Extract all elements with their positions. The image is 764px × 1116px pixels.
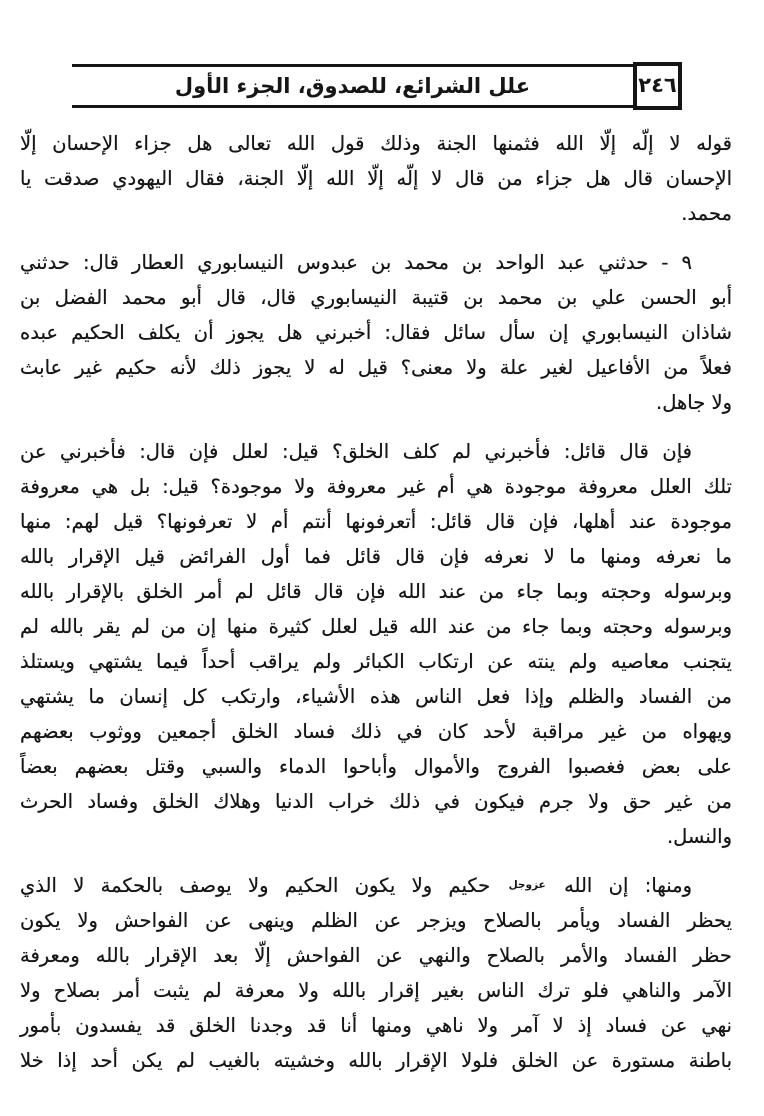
text-line: حظر الفساد والأمر بالصلاح والنهي عن الفواحش إلّا بعد الإقرار بالله ومعرفة — [20, 944, 732, 967]
text-line: أبو الحسن علي بن محمد بن قتيبة النيسابوري قال، قال أبو محمد الفضل بن — [20, 286, 732, 309]
text-line: من الفساد والظلم وإذا فعل الناس هذه الأشياء، وارتكب كل إنسان ما يشتهي — [20, 685, 732, 708]
text-line: فإن قال قائل: فأخبرني لم كلف الخلق؟ قيل: لعلل فإن قال: فأخبرني عن — [20, 440, 692, 463]
text-line: فعلاً من الأفاعيل لغير علة ولا معنى؟ قيل له لا يجوز ذلك لأنه حكيم غير عابث — [20, 356, 732, 379]
text-line: والنسل. — [666, 825, 732, 848]
text-line: ٩ - حدثني عبد الواحد بن محمد بن عبدوس النيسابوري العطار قال: حدثني — [20, 251, 692, 274]
book-title: علل الشرائع، للصدوق، الجزء الأول — [174, 74, 531, 98]
paragraph — [20, 868, 732, 1078]
azza-wa-jall-symbol: عزوجل — [508, 879, 546, 891]
text-line: من غير حق ولا جرم فيكون في ذلك خراب الدنيا وهلاك الخلق وفساد الحرث — [20, 790, 732, 813]
text-line: ما نعرفه ومنها ما لا نعرفه فإن قال قائل فما أول الفرائض قيل الإقرار بالله — [20, 545, 732, 568]
text-line: ولا جاهل. — [656, 391, 732, 414]
page-body — [0, 126, 764, 1078]
text-line: يحظر الفساد ويأمر بالصلاح ويزجر عن الظلم وينهى عن الفواحش ولا يكون — [20, 909, 732, 932]
paragraph — [20, 245, 732, 420]
paragraph — [20, 126, 732, 231]
text-line: وبرسوله وحجته وبما جاء من عند الله فإن قال قائل لم أمر الخلق بالإقرار بالله — [20, 580, 732, 603]
text-line: وبرسوله وحجته وبما جاء من عند الله قيل لعلل كثيرة منها إن من لم يقر بالله لم — [20, 615, 732, 638]
text-line: نهي عن فساد إذ لا آمر ولا ناهي ومنها أنا قد وجدنا الخلق قد يفسدون بأمور — [20, 1014, 732, 1037]
text-line: الإحسان قال هل جزاء من قال لا إلّه إلّا الله إلّا الجنة، فقال اليهودي صدقت يا — [20, 167, 732, 190]
page-number-box — [633, 62, 682, 110]
text-line: تلك العلل معروفة موجودة هي أم غير معروفة ولا موجودة؟ قيل: بل هي معروفة — [20, 475, 732, 498]
header-rule-band — [72, 64, 633, 108]
text-line: ويهواه من غير مراقبة لأحد كان في ذلك فساد الخلق أجمعين ووثوب بعضهم — [20, 720, 732, 743]
page-header — [72, 62, 682, 110]
paragraph — [20, 434, 732, 854]
text-line: محمد. — [681, 202, 732, 225]
text-line: على بعض فغصبوا الفروج والأموال وأباحوا الدماء والسبي وقتل بعضهم بعضاً — [20, 755, 732, 778]
text-line: ومنها: إن الله عزوجل حكيم ولا يكون الحكيم ولا يوصف بالحكمة لا الذي — [20, 874, 692, 897]
text-line: الآمر والناهي فلو ترك الناس بغير إقرار بالله ولا معرفة لم يثبت أمر بصلاح ولا — [20, 979, 732, 1002]
text-line: شاذان النيسابوري إن سأل سائل فقال: أخبرني هل يجوز أن يكلف الحكيم عبده — [20, 321, 732, 344]
page-number: ٢٤٦ — [638, 72, 677, 97]
text-line: قوله لا إلّه إلّا الله فثمنها الجنة وذلك قول الله تعالى هل جزاء الإحسان إلّا — [20, 132, 732, 155]
text-line: موجودة عند أهلها، فإن قال قائل: أتعرفونها أنتم أم لا تعرفونها؟ قيل لهم: منها — [20, 510, 732, 533]
text-line: باطنة مستورة عن الخلق فلولا الإقرار بالله وخشيته بالغيب لم يكن أحد إذا خلا — [20, 1049, 732, 1072]
text-line: يتجنب معاصيه ولم ينته عن ارتكاب الكبائر ولم يراقب أحداً فيما يشتهي ويستلذ — [20, 650, 732, 673]
